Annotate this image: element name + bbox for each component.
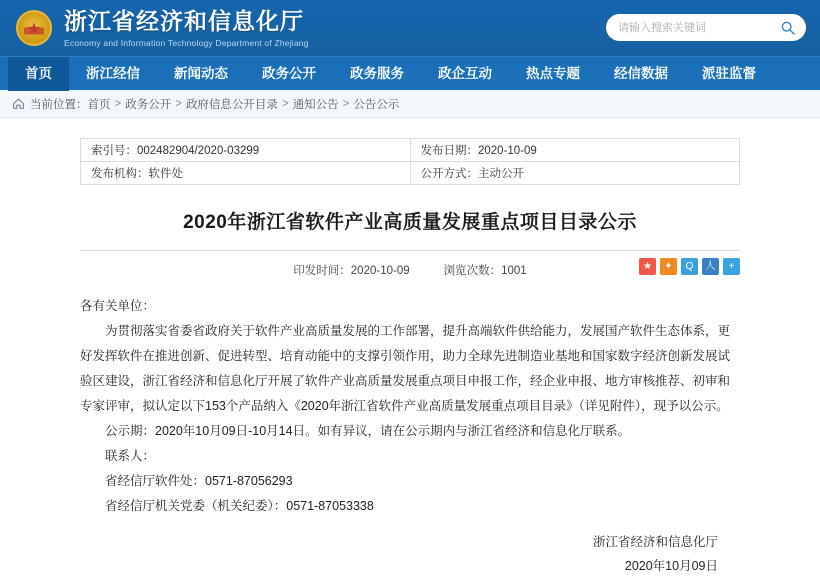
nav-item-8[interactable]: 派驻监督 (702, 65, 756, 81)
qq-icon[interactable]: Q (681, 258, 698, 275)
paragraph-2: 公示期：2020年10月09日-10月14日。如有异议，请在公示期内与浙江省经济和信息化厅联系。 (105, 424, 631, 438)
breadcrumb-item-4[interactable]: 公告公示 (353, 98, 400, 111)
meta-table (80, 138, 740, 185)
print-date-value: 2020-10-09 (350, 265, 410, 277)
nav-item-2[interactable]: 新闻动态 (174, 65, 228, 81)
search-box[interactable] (606, 14, 806, 41)
breadcrumb-prefix: 当前位置： (30, 98, 88, 111)
renren-icon[interactable]: 人 (702, 258, 719, 275)
view-count-label: 浏览次数： (443, 265, 502, 277)
signature-block (80, 531, 740, 579)
share-bar (639, 258, 740, 275)
meta-cell-index (81, 139, 411, 162)
breadcrumb-item-3[interactable]: 通知公告 (292, 98, 339, 111)
table-row (81, 162, 740, 185)
site-header (0, 0, 820, 56)
paragraph-1: 为贯彻落实省委省政府关于软件产业高质量发展的工作部署，提升高端软件供给能力，发展国产软件生态体系，更好发挥软件在推进创新、促进转型、培育动能中的支撑引领作用，助力全球先进制造业基地和国家数字经济创新发展试验区建设，浙江省经济和信息化厅开展了软件产业高质量发展重点项目申报工作，经企业申报、地方审核推荐、初审和专家评审，拟认定以下153个产品纳入《2020年浙江省软件产业高质量发展重点项目目录》（详见附件），现予以公示。 (80, 324, 731, 413)
nav-item-0[interactable]: 首页 (8, 57, 69, 91)
nav-item-4[interactable]: 政务服务 (350, 65, 404, 81)
meta-label-publish-date: 发布日期： (420, 145, 478, 157)
search-input[interactable] (616, 21, 780, 35)
home-icon[interactable] (12, 97, 25, 110)
site-subtitle: Economy and Information Technology Department of Zhejiang (64, 37, 309, 48)
print-date-label: 印发时间： (293, 265, 351, 277)
nav-item-1[interactable]: 浙江经信 (86, 65, 140, 81)
meta-cell-org (81, 162, 411, 185)
breadcrumb (0, 90, 820, 118)
more-share-icon[interactable]: + (723, 258, 740, 275)
nav-item-6[interactable]: 热点专题 (526, 65, 580, 81)
article-body (80, 294, 740, 519)
signature-date: 2020年10月09日 (624, 558, 718, 573)
paragraph-0: 各有关单位： (80, 299, 156, 313)
breadcrumb-sep-1: > (175, 97, 182, 110)
article-subline (80, 250, 740, 278)
signature-org: 浙江省经济和信息化厅 (592, 535, 718, 549)
paragraph-5: 省经信厅机关党委（机关纪委）：0571-87053338 (105, 499, 374, 513)
meta-label-disclosure: 公开方式： (420, 168, 478, 180)
meta-cell-disclosure (410, 162, 740, 185)
meta-cell-publish-date (410, 139, 740, 162)
rss-icon[interactable]: ✦ (660, 258, 677, 275)
site-title: 浙江省经济和信息化厅 (64, 8, 304, 35)
national-emblem-icon (14, 8, 54, 48)
meta-value-index: 002482904/2020-03299 (137, 145, 260, 157)
breadcrumb-sep-0: > (114, 97, 122, 110)
meta-value-disclosure: 主动公开 (478, 168, 524, 180)
article-content (0, 118, 820, 579)
view-count (444, 262, 527, 278)
paragraph-4: 省经信厅软件处：0571-87056293 (105, 474, 293, 488)
table-row (81, 139, 740, 162)
site-title-block (64, 8, 309, 47)
nav-item-7[interactable]: 经信数据 (614, 65, 668, 81)
paragraph-3: 联系人： (105, 449, 156, 463)
favorite-icon[interactable]: ★ (639, 258, 656, 275)
page-title: 2020年浙江省软件产业高质量发展重点项目目录公示 (183, 212, 637, 233)
breadcrumb-item-2[interactable]: 政府信息公开目录 (185, 98, 278, 111)
meta-label-index: 索引号： (91, 145, 137, 157)
meta-value-org: 软件处 (148, 168, 183, 180)
breadcrumb-item-0[interactable]: 首页 (87, 98, 111, 111)
meta-label-org: 发布机构： (91, 168, 149, 180)
breadcrumb-sep-2: > (281, 97, 289, 110)
nav-item-3[interactable]: 政务公开 (262, 65, 316, 81)
nav-item-5[interactable]: 政企互动 (438, 65, 492, 81)
view-count-value: 1001 (501, 265, 527, 277)
print-date (293, 262, 409, 278)
breadcrumb-sep-3: > (342, 97, 350, 110)
search-icon[interactable] (780, 20, 796, 36)
breadcrumb-item-1[interactable]: 政务公开 (125, 98, 172, 111)
main-nav (0, 56, 820, 90)
meta-value-publish-date: 2020-10-09 (478, 145, 537, 157)
